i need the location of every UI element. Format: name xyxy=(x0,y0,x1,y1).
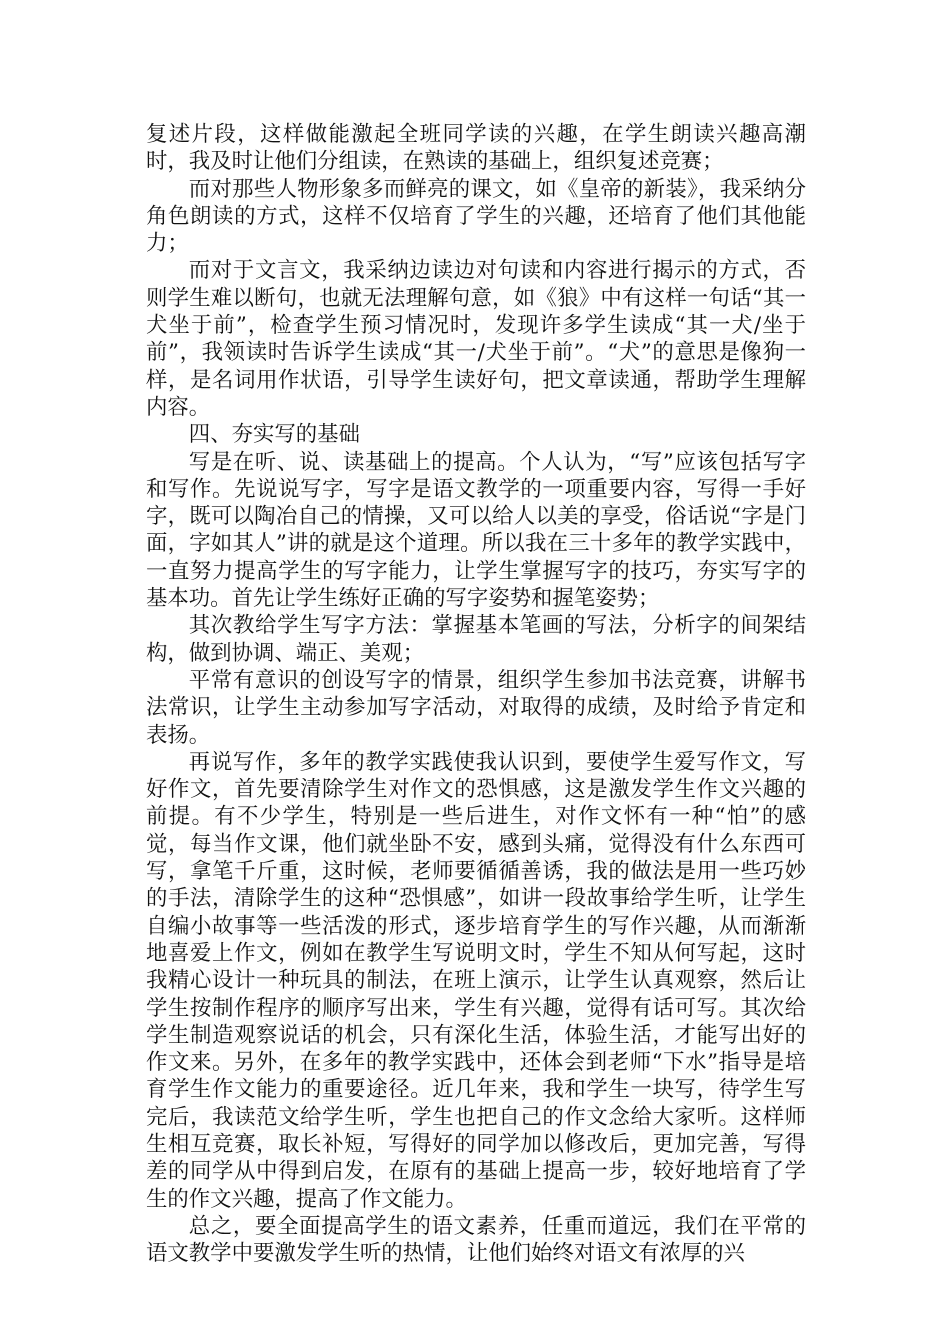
paragraph-classical-chinese: 而对于文言文，我采纳边读边对句读和内容进行揭示的方式，否则学生难以断句，也就无法理解句意，如《狼》中有这样一句话“其一犬坐于前”，检查学生预习情况时，发现许多学生读成“其一犬/坐于前”，我领读时告诉学生读成“其一/犬坐于前”。“犬”的意思是像狗一样，是名词用作状语，引导学生读好句，把文章读通，帮助学生理解内容。 xyxy=(146,258,806,420)
paragraph-composition: 再说写作，多年的教学实践使我认识到，要使学生爱写作文，写好作文，首先要清除学生对作文的恐惧感，这是激发学生作文兴趣的前提。有不少学生，特别是一些后进生，对作文怀有一种“怕”的感觉，每当作文课，他们就坐卧不安，感到头痛，觉得没有什么东西可写，拿笔千斤重，这时候，老师要循循善诱，我的做法是用一些巧妙的手法，清除学生的这种“恐惧感”，如讲一段故事给学生听，让学生自编小故事等一些活泼的形式，逐步培育学生的写作兴趣，从而渐渐地喜爱上作文，例如在教学生写说明文时，学生不知从何写起，这时我精心设计一种玩具的制法，在班上演示，让学生认真观察，然后让学生按制作程序的顺序写出来，学生有兴趣，觉得有话可写。其次给学生制造观察说话的机会，只有深化生活，体验生活，才能写出好的作文来。另外，在多年的教学实践中，还体会到老师“下水”指导是培育学生作文能力的重要途径。近几年来，我和学生一块写，待学生写完后，我读范文给学生听，学生也把自己的作文念给大家听。这样师生相互竞赛，取长补短，写得好的同学加以修改后，更加完善，写得差的同学从中得到启发，在原有的基础上提高一步，较好地培育了学生的作文兴趣，提高了作文能力。 xyxy=(146,749,806,1212)
paragraph-handwriting: 写是在听、说、读基础上的提高。个人认为，“写”应该包括写字和写作。先说说写字，写字是语文教学的一项重要内容，写得一手好字，既可以陶冶自己的情操，又可以给人以美的享受，俗话说“字是门面，字如其人”讲的就是这个道理。所以我在三十多年的教学实践中，一直努力提高学生的写字能力，让学生掌握写字的技巧，夯实写字的基本功。首先让学生练好正确的写字姿势和握笔姿势； xyxy=(146,449,806,612)
paragraph-handwriting-method: 其次教给学生写字方法：掌握基本笔画的写法，分析字的间架结构，做到协调、端正、美观； xyxy=(146,613,806,666)
document-page xyxy=(146,121,806,1267)
paragraph-calligraphy-activities: 平常有意识的创设写字的情景，组织学生参加书法竞赛，讲解书法常识，让学生主动参加写字活动，对取得的成绩，及时给予肯定和表扬。 xyxy=(146,667,806,748)
paragraph-conclusion: 总之，要全面提高学生的语文素养，任重而道远，我们在平常的语文教学中要激发学生听的热情，让他们始终对语文有浓厚的兴 xyxy=(146,1213,806,1267)
paragraph-role-reading: 而对那些人物形象多而鲜亮的课文，如《皇帝的新装》，我采纳分角色朗读的方式，这样不仅培育了学生的兴趣，还培育了他们其他能力； xyxy=(146,176,806,257)
section-heading-writing: 四、夯实写的基础 xyxy=(188,422,360,448)
paragraph-retelling-contest: 复述片段，这样做能激起全班同学读的兴趣，在学生朗读兴趣高潮时，我及时让他们分组读，在熟读的基础上，组织复述竞赛； xyxy=(146,122,806,175)
